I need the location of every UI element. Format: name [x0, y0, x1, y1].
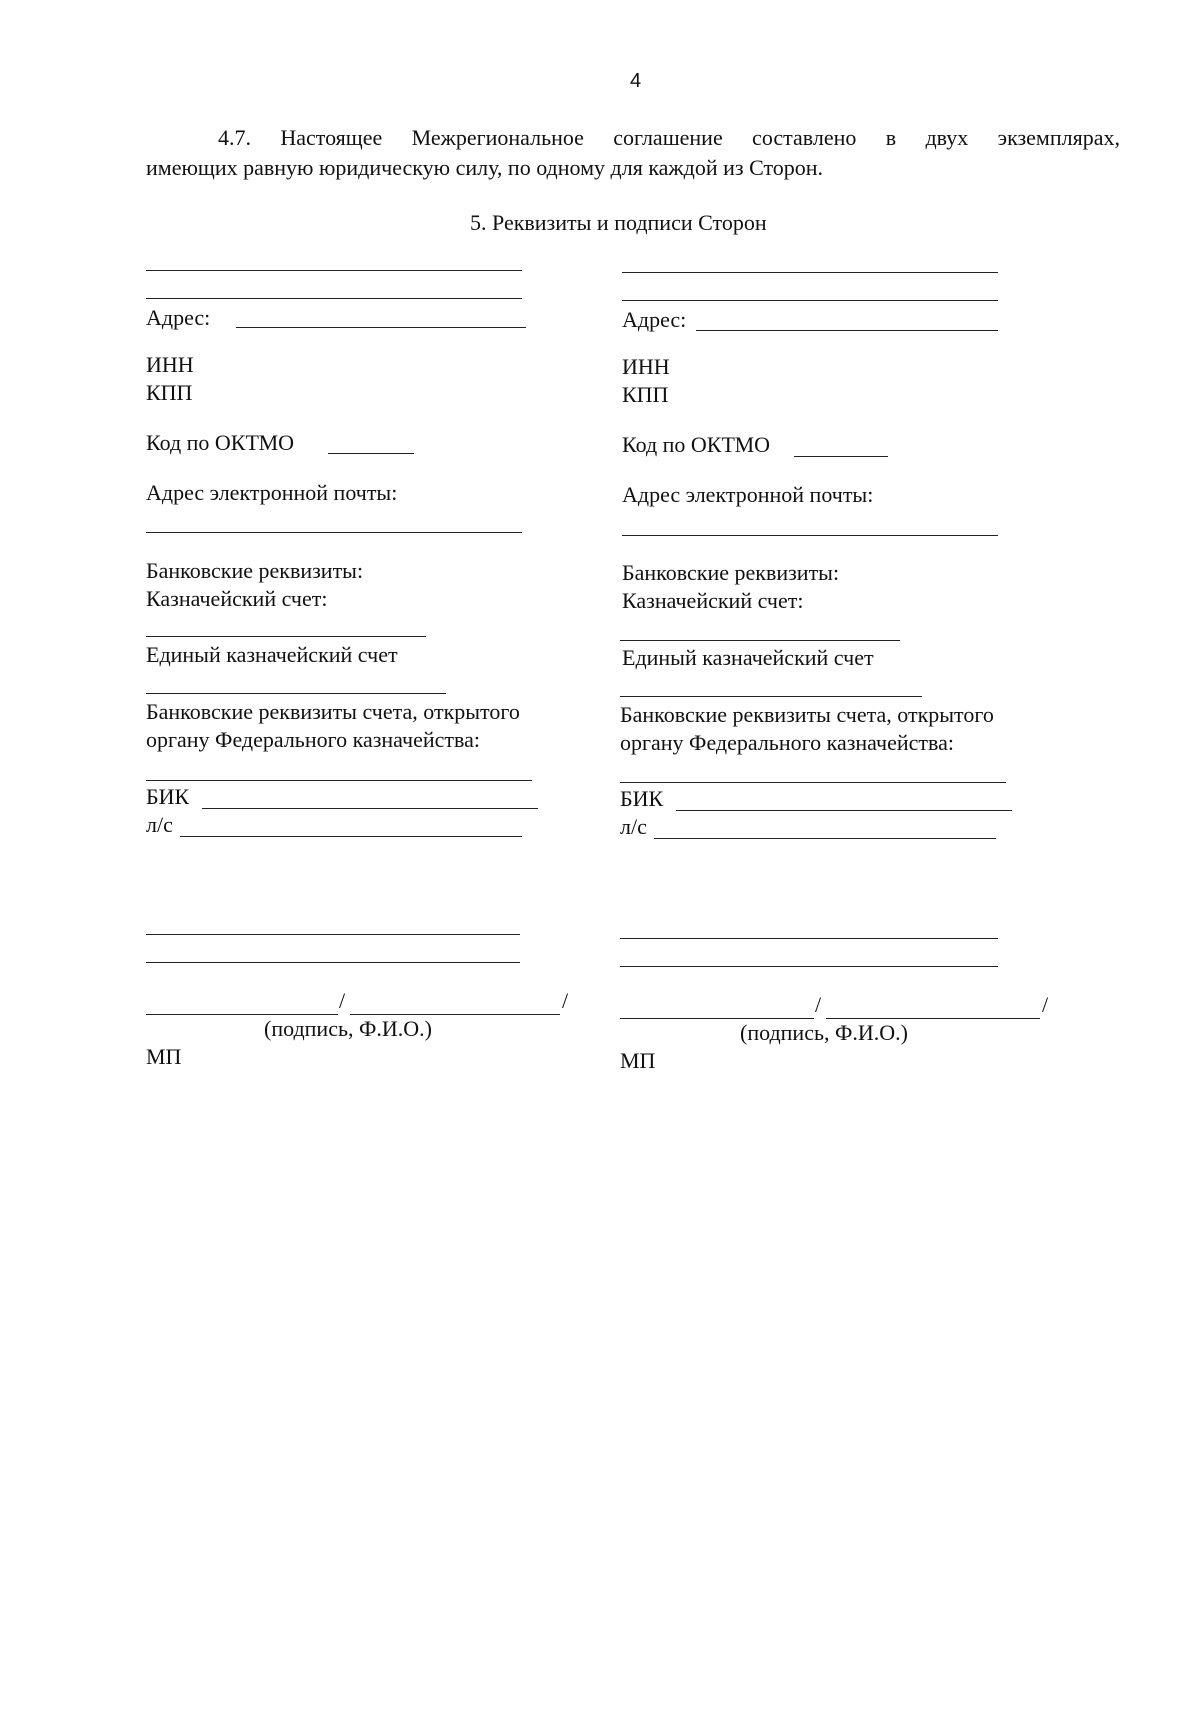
ls-line: [654, 838, 996, 839]
single-treasury-account-line: [620, 696, 922, 697]
bik-line: [202, 808, 538, 809]
oktmo-label: Код по ОКТМО: [146, 430, 295, 455]
seal-label: МП: [146, 1044, 182, 1069]
bik-line: [676, 810, 1012, 811]
party-name-line-2: [146, 298, 522, 299]
email-label: Адрес электронной почты:: [622, 482, 874, 507]
signature-caption: (подпись, Ф.И.О.): [264, 1016, 432, 1041]
oktmo-line: [328, 453, 414, 454]
clause-4-7-line-2: имеющих равную юридическую силу, по одному для каждой из Сторон.: [146, 155, 824, 180]
kpp-label: КПП: [146, 380, 193, 405]
single-treasury-account-line: [146, 693, 446, 694]
fk-account-label-line-1: Банковские реквизиты счета, открытого: [620, 702, 994, 727]
fk-account-label-line-2: органу Федерального казначейства:: [620, 730, 955, 755]
treasury-account-line: [146, 636, 426, 637]
section-title: 5. Реквизиты и подписи Сторон: [470, 210, 767, 235]
clause-4-7-line-1: 4.7. Настоящее Межрегиональное соглашение составлено в двух экземплярах,: [218, 125, 1120, 150]
fk-account-line: [146, 780, 532, 781]
signature-line: [620, 1018, 814, 1019]
address-label: Адрес:: [622, 307, 687, 332]
ls-line: [180, 836, 522, 837]
inn-label: ИНН: [146, 352, 194, 377]
oktmo-line: [794, 456, 888, 457]
oktmo-label: Код по ОКТМО: [622, 432, 771, 457]
signatory-line-1: [620, 938, 998, 939]
full-name-slash: /: [562, 988, 569, 1013]
address-line: [236, 327, 526, 328]
signature-caption: (подпись, Ф.И.О.): [740, 1020, 908, 1045]
signatory-line-2: [620, 966, 998, 967]
fk-account-line: [620, 782, 1006, 783]
bank-details-label: Банковские реквизиты:: [146, 558, 364, 583]
signature-slash: /: [815, 992, 822, 1017]
signatory-line-1: [146, 934, 520, 935]
bik-label: БИК: [146, 784, 190, 809]
kpp-label: КПП: [622, 382, 669, 407]
party-name-line-1: [622, 272, 998, 273]
full-name-line: [350, 1014, 560, 1015]
bank-details-label: Банковские реквизиты:: [622, 560, 840, 585]
seal-label: МП: [620, 1048, 656, 1073]
address-label: Адрес:: [146, 305, 211, 330]
ls-label: л/с: [146, 812, 173, 837]
email-label: Адрес электронной почты:: [146, 480, 398, 505]
treasury-account-label: Казначейский счет:: [146, 586, 328, 611]
signature-line: [146, 1014, 338, 1015]
treasury-account-line: [620, 640, 900, 641]
single-treasury-account-label: Единый казначейский счет: [146, 642, 398, 667]
bik-label: БИК: [620, 786, 664, 811]
inn-label: ИНН: [622, 354, 670, 379]
party-name-line-2: [622, 300, 998, 301]
single-treasury-account-label: Единый казначейский счет: [622, 645, 874, 670]
signature-slash: /: [339, 988, 346, 1013]
full-name-line: [826, 1018, 1040, 1019]
fk-account-label-line-1: Банковские реквизиты счета, открытого: [146, 699, 520, 724]
signatory-line-2: [146, 962, 520, 963]
party-name-line-1: [146, 270, 522, 271]
address-line: [696, 330, 998, 331]
email-line: [146, 532, 522, 533]
treasury-account-label: Казначейский счет:: [622, 588, 804, 613]
fk-account-label-line-2: органу Федерального казначейства:: [146, 727, 481, 752]
page-number: 4: [630, 70, 642, 92]
ls-label: л/с: [620, 814, 647, 839]
email-line: [622, 535, 998, 536]
full-name-slash: /: [1042, 992, 1049, 1017]
